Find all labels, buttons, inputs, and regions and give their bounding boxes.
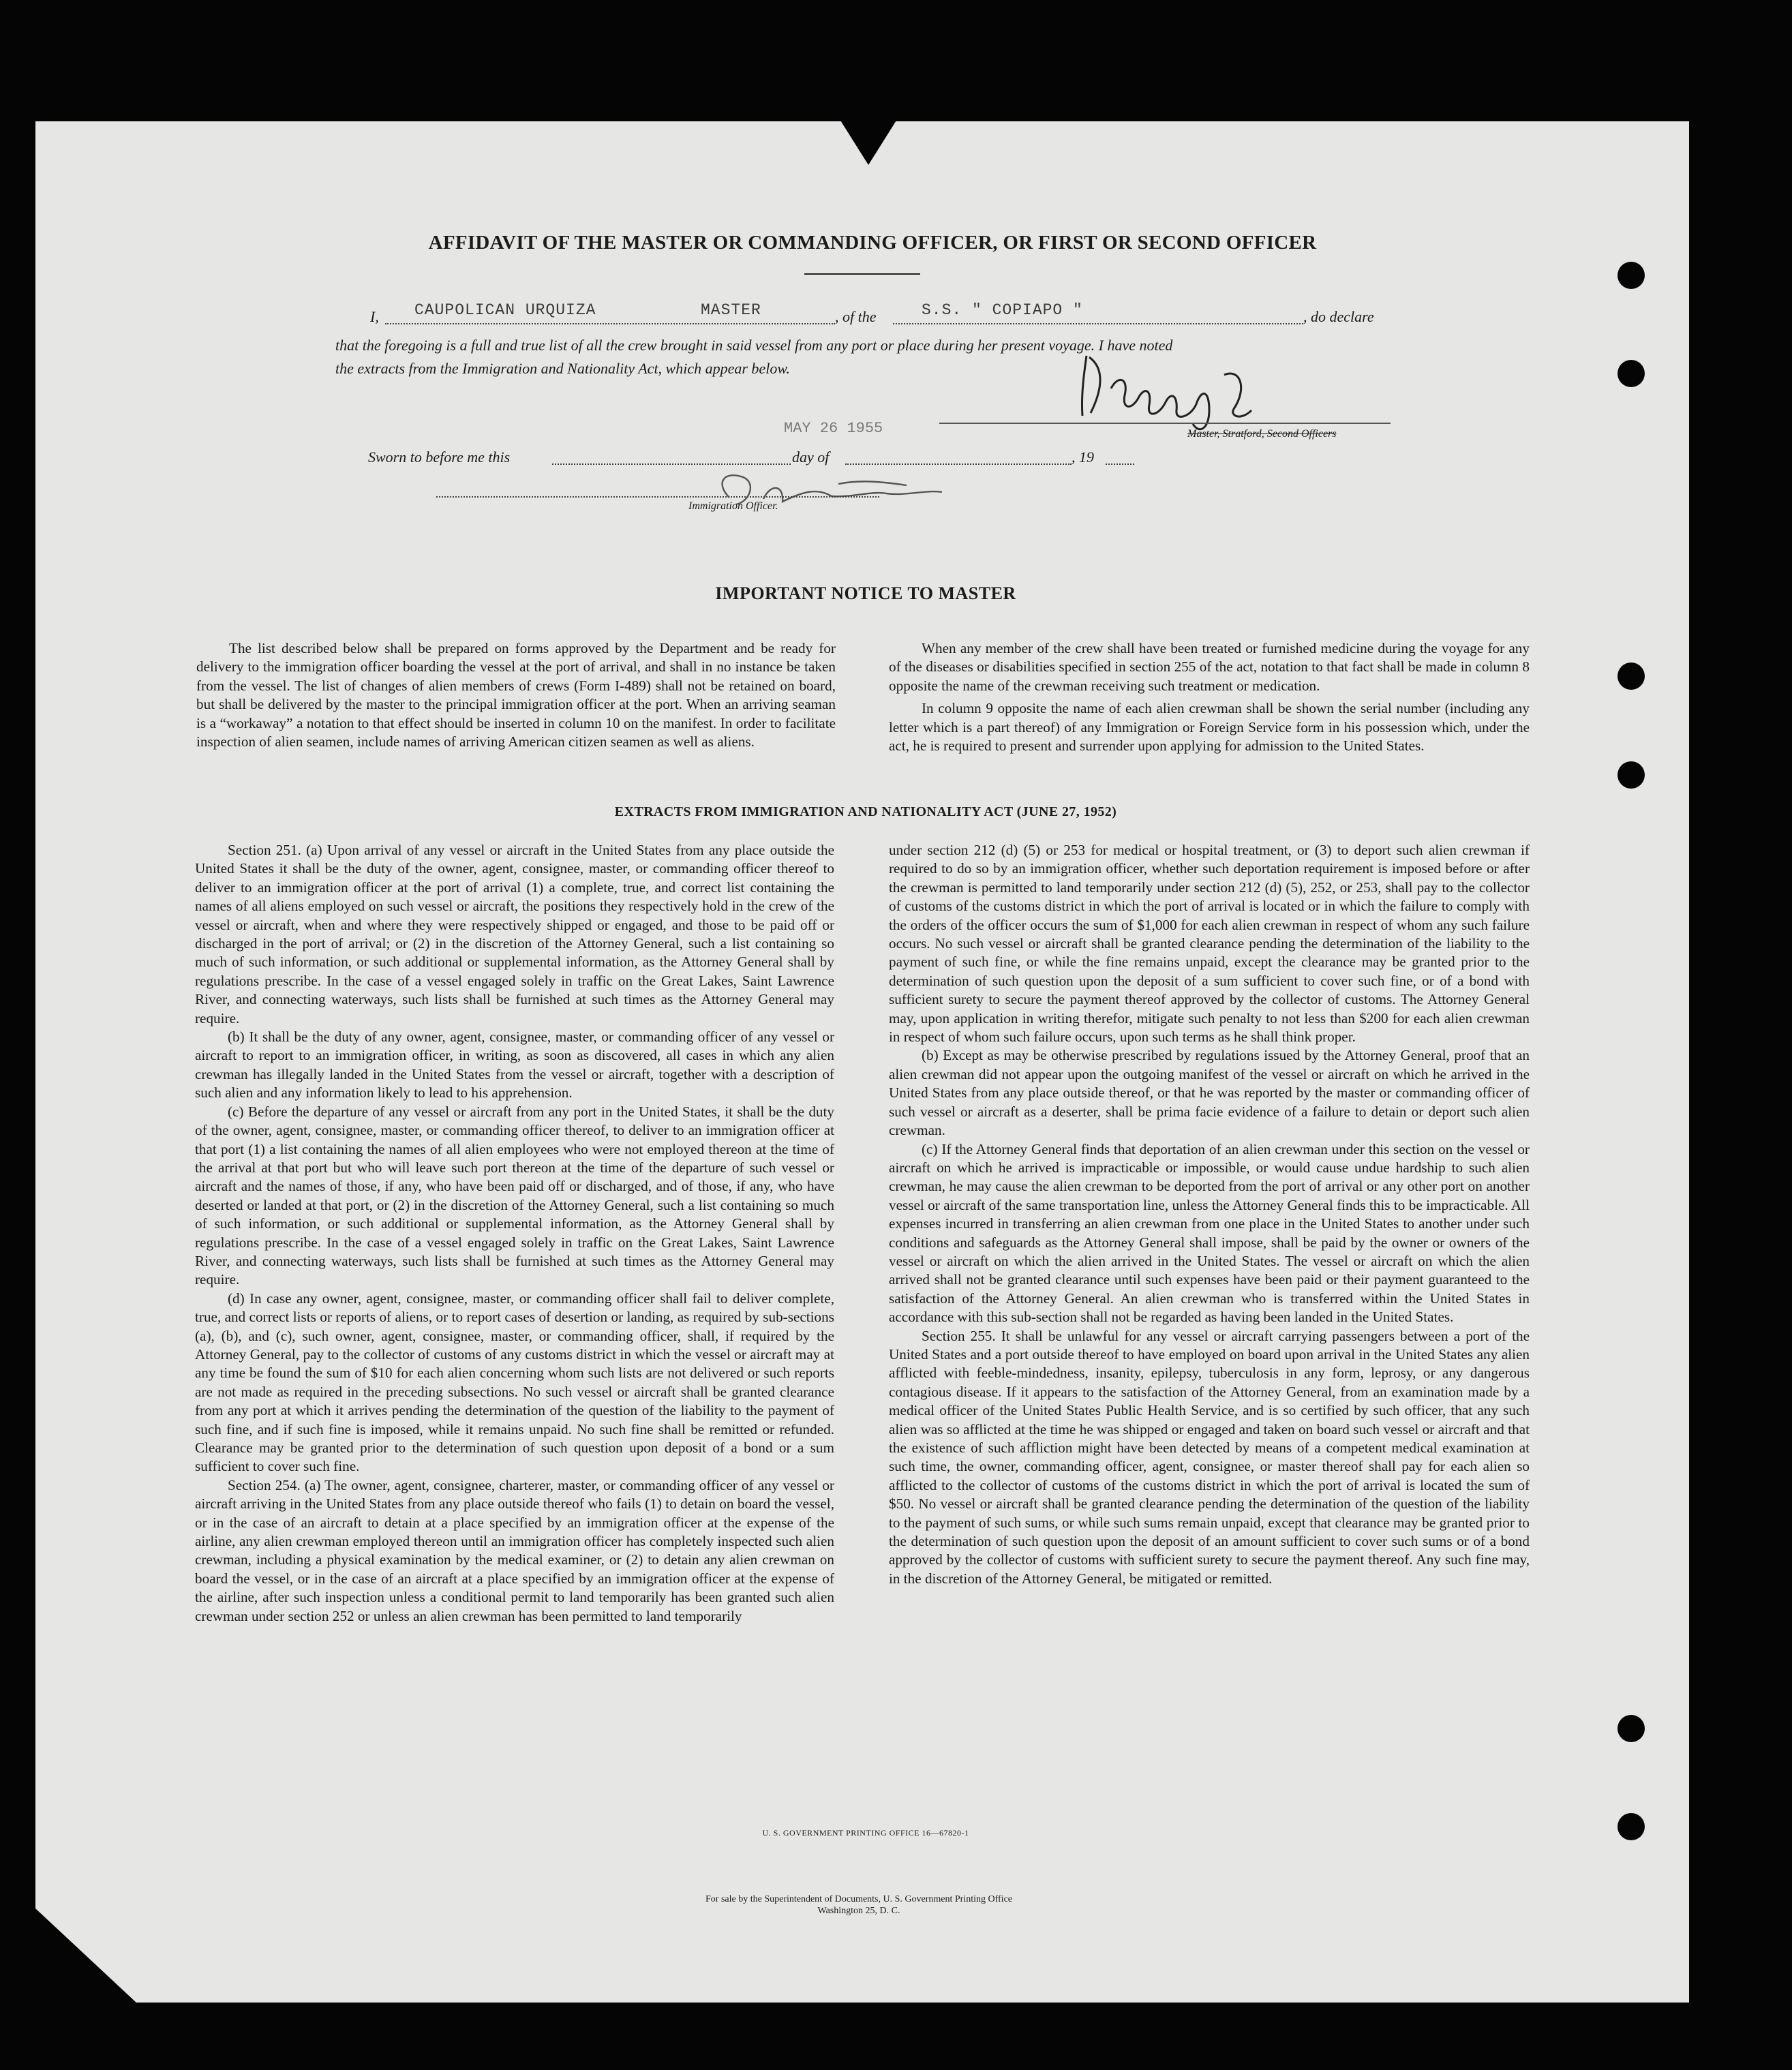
master-name: CAUPOLICAN URQUIZA <box>414 301 596 319</box>
notice-paragraph: In column 9 opposite the name of each alien crewman shall be shown the serial number (including any letter which is a part thereof) of any Immigration or Foreign Service form in his possession which, under the act, he is required to present and surrender upon applying for admission to the United States. <box>889 700 1530 755</box>
master-rank: MASTER <box>701 301 761 319</box>
punch-hole <box>1618 1715 1645 1742</box>
extracts-heading: EXTRACTS FROM IMMIGRATION AND NATIONALITY ACT (JUNE 27, 1952) <box>614 804 1117 819</box>
sale-line: For sale by the Superintendent of Documents, U. S. Government Printing Office <box>705 1894 1012 1904</box>
extracts-left-column <box>195 841 834 1626</box>
title-underline <box>804 273 920 275</box>
act-paragraph: Section 255. It shall be unlawful for any vessel or aircraft carrying passengers between a port of the United States and a port outside thereof to have employed on board upon arrival in the United States any alien afflicted with feeble-mindedness, insanity, epilepsy, tuberculosis in any form, leprosy, or any dangerous contagious disease. If it appears to the satisfaction of the Attorney General, from an examination made by a medical officer of the United States Public Health Service, and is so certified by such officer, that any such alien was so afflicted at the time he was shipped or engaged and taken on board such vessel or aircraft and that the existence of such affliction might have been detected by means of a competent medical examination at such time, the owner, commanding officer, agent, consignee, or master thereof shall pay for each alien so afflicted to the collector of customs of the customs district in which the port of arrival is located the sum of $50. No vessel or aircraft shall be granted clearance pending the determination of the question of the liability to the payment of such sums, or while such sums remain unpaid, except that clearance may be granted prior to the determination of such question upon the deposit of an amount sufficient to cover such sums or of a bond approved by the collector of customs with sufficient surety to secure the payment thereof. Any such fine may, in the discretion of the Attorney General, be mitigated or remitted. <box>889 1327 1530 1587</box>
punch-hole <box>1618 761 1645 789</box>
day-of-label: day of <box>792 448 830 466</box>
act-paragraph: under section 212 (d) (5) or 253 for medical or hospital treatment, or (3) to deport such alien crewman if required to do so by an immigration officer, whether such deportation requirement is imposed before or after the crewman is permitted to land temporarily under section 212 (d) (5), 252, or 253, shall pay to the collector of customs of the customs district in which the port of arrival is located or in which the failure to comply with the orders of the officer occurs the sum of $1,000 for each alien crewman in respect of whom any such failure occurs. No such vessel or aircraft shall be granted clearance pending the determination of the liability to the payment of such fine, or while the fine remains unpaid, except the clearance may be granted prior to the determination of such question upon the deposit of a sum sufficient to cover such fine, or of a bond with sufficient surety to secure the payment thereof approved by the collector of customs. The Attorney General may, upon application in writing therefor, mitigate such penalty to not less than $200 for each alien crewman in respect of whom such failure occurs, upon such terms as he shall think proper. <box>889 842 1530 1046</box>
page-notch <box>838 117 898 165</box>
act-paragraph: (d) In case any owner, agent, consignee, master, or commanding officer shall fail to deliver complete, true, and correct lists or reports of aliens, or to report cases of desertion or landing, as required by sub-sections (a), (b), and (c), such owner, agent, consignee, master, or commanding officer, shall, if required by the Attorney General, pay to the collector of customs of any customs district in which the vessel or aircraft may at any time be found the sum of $10 for each alien concerning whom such lists are not delivered or such reports are not made as required in the preceding subsections. No such vessel or aircraft shall be granted clearance from any port at which it arrives pending the determination of the question of the liability to the payment of such fine, and if such fine is imposed, while it remains unpaid. No such fine shall be remitted or refunded. Clearance may be granted prior to the determination of such question upon deposit of a bond or a sum sufficient to cover such fine. <box>195 1290 834 1475</box>
signature-line <box>939 423 1391 424</box>
of-the-label: , of the <box>835 308 877 325</box>
declaration-line-1: that the foregoing is a full and true list of all the crew brought in said vessel from any port or place during her present voyage. I have noted <box>335 337 1173 354</box>
punch-hole <box>1618 1813 1645 1840</box>
declaration-line-2: the extracts from the Immigration and Nationality Act, which appear below. <box>335 360 790 377</box>
sale-line: Washington 25, D. C. <box>817 1906 900 1916</box>
officer-caption: Immigration Officer. <box>688 500 778 512</box>
act-paragraph: (b) Except as may be otherwise prescribed by regulations issued by the Attorney General, proof that an alien crewman did not appear upon the outgoing manifest of the vessel or aircraft on which he arrived in the United States from any place outside thereof, or that he was reported by the master or commanding officer of such vessel or aircraft as a deserter, shall be prima facie evidence of a failure to detain or deport such alien crewman. <box>889 1047 1530 1139</box>
date-stamp: MAY 26 1955 <box>784 420 883 437</box>
affidavit-title: AFFIDAVIT OF THE MASTER OR COMMANDING OFFICER, OR FIRST OR SECOND OFFICER <box>428 232 1317 254</box>
act-paragraph: (c) If the Attorney General finds that deportation of an alien crewman under this section on the vessel or aircraft on which he arrived is impracticable or impossible, or would cause undue hardship to such alien crewman, he may cause the alien crewman to be deported from the port of arrival or any other port on another vessel or aircraft of the same transportation line, unless the Attorney General finds this to be impracticable. All expenses incurred in transferring an alien crewman from one place in the United States to another under such conditions and safeguards as the Attorney General shall impose, shall be paid by the owner or owners of the vessel or aircraft on which the alien arrived in the United States. The vessel or aircraft on which the alien arrived shall not be granted clearance until such expenses have been paid or their payment guaranteed to the satisfaction of the Attorney General. An alien crewman who is transferred within the United States in accordance with this sub-section shall not be regarded as having been landed in the United States. <box>889 1140 1530 1326</box>
year-line <box>1106 463 1134 465</box>
notice-right-column <box>889 639 1530 755</box>
folded-corner <box>35 1908 138 2004</box>
sale-notice <box>518 1893 1200 1917</box>
punch-hole <box>1618 360 1645 387</box>
punch-hole <box>1618 663 1645 690</box>
sworn-label: Sworn to before me this <box>368 448 511 466</box>
notice-heading: IMPORTANT NOTICE TO MASTER <box>715 583 1016 603</box>
act-paragraph: (c) Before the departure of any vessel or aircraft from any port in the United States, it shall be the duty of the owner, agent, consignee, master, or commanding officer thereof, to deliver to an immigration officer at that port (1) a list containing the names of all alien employees who were not employed thereon at the time of the arrival at that port but who will leave such port thereon at the time of the departure of such vessel or aircraft and the names of those, if any, who have been paid off or discharged, and of those, if any, who have deserted or landed at that port, or (2) in the discretion of the Attorney General, such a list containing so much of such information, or such additional or supplemental information, as the Attorney General shall by regulations prescribe. In the case of a vessel engaged solely in traffic on the Great Lakes, Saint Lawrence River, and connecting waterways, such lists shall be furnished at such times as the Attorney General may require. <box>195 1103 834 1288</box>
vessel-name: S.S. " COPIAPO " <box>922 301 1083 319</box>
printer-line: U. S. GOVERNMENT PRINTING OFFICE 16—67820-1 <box>762 1828 969 1838</box>
notice-left-column <box>196 639 836 751</box>
notice-paragraph: When any member of the crew shall have been treated or furnished medicine during the voyage for any of the diseases or disabilities specified in section 255 of the act, notation to that fact shall be made in column 8 opposite the name of the crewman receiving such treatment or medication. <box>889 640 1530 694</box>
notice-paragraph: The list described below shall be prepared on forms approved by the Department and be ready for delivery to the immigration officer boarding the vessel at the port of arrival, and shall in no instance be taken from the vessel. The list of changes of alien members of crews (Form I-489) shall not be retained on board, but shall be delivered by the master to the principal immigration officer at the port. When an arriving seaman is a “workaway” a notation to that effect should be inserted in column 10 on the manifest. In order to facilitate inspection of alien seamen, include names of arriving American citizen seamen as well as aliens. <box>196 640 836 750</box>
i-label: I, <box>370 308 379 325</box>
act-paragraph: Section 251. (a) Upon arrival of any vessel or aircraft in the United States from any place outside the United States it shall be the duty of the owner, agent, consignee, master, or commanding officer thereof to deliver to an immigration officer at the port of arrival (1) a complete, true, and correct list containing the names of all aliens employed on such vessel or aircraft, the positions they respectively hold in the crew of the vessel or aircraft, when and where they were respectively shipped or engaged, and those to be paid off or discharged in the port of arrival; or (2) in the discretion of the Attorney General, such a list containing so much of such information, or such additional or supplemental information, as the Attorney General shall by regulations prescribe. In the case of a vessel engaged solely in traffic on the Great Lakes, Saint Lawrence River, and connecting waterways, such lists shall be furnished at such times as the Attorney General may require. <box>195 842 834 1026</box>
vessel-line <box>893 323 1303 324</box>
extracts-right-column <box>889 841 1530 1588</box>
act-paragraph: Section 254. (a) The owner, agent, consignee, charterer, master, or commanding officer of any vessel or aircraft arriving in the United States from any place outside thereof who fails (1) to detain on board the vessel, or in the case of an aircraft to detain at a place specified by an immigration officer at the expense of the airline, any alien crewman employed thereon until an immigration officer has completely inspected such alien crewman, including a physical examination by the medical examiner, or (2) to detain any alien crewman on board the vessel, or in the case of an aircraft at a place specified by an immigration officer at the expense of the airline, after such inspection unless a conditional permit to land temporarily has been granted such alien crewman under section 252 or unless an alien crewman has been permitted to land temporarily <box>195 1476 834 1624</box>
punch-hole <box>1618 262 1645 289</box>
signatory-caption: Master, Stratford, Second Officers <box>1187 428 1337 440</box>
act-paragraph: (b) It shall be the duty of any owner, agent, consignee, master, or commanding officer of any vessel or aircraft to report to an immigration officer, in writing, as soon as discovered, all cases in which any alien crewman has illegally landed in the United States from the vessel or aircraft, together with a description of such alien and any information likely to lead to his apprehension. <box>195 1029 834 1101</box>
year-label: , 19 <box>1072 448 1094 466</box>
name-line <box>385 323 835 324</box>
declare-label: , do declare <box>1303 308 1374 325</box>
officer-line <box>436 496 879 498</box>
